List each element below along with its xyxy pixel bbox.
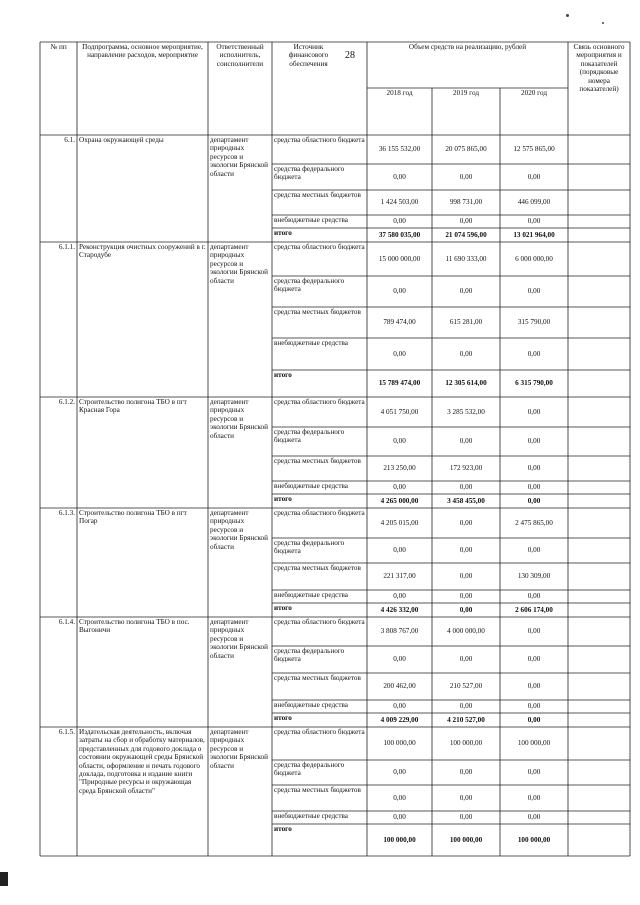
- group-responsible: департамент природных ресурсов и экологии Брянской области: [210, 618, 268, 660]
- source-label: внебюджетные средства: [274, 591, 348, 599]
- source-label: средства местных бюджетов: [274, 786, 361, 794]
- total-value: 0,00: [459, 605, 473, 614]
- group-number: 6.1.2.: [58, 398, 75, 406]
- amount-value: 0,00: [527, 813, 541, 822]
- group-number: 6.1.3.: [58, 509, 75, 517]
- amount-value: 210 527,00: [449, 682, 483, 691]
- header-responsible: Ответственный исполнитель, соисполнители: [216, 43, 264, 68]
- amount-value: 0,00: [393, 172, 406, 181]
- total-value: 21 074 596,00: [445, 230, 487, 239]
- amount-value: 0,00: [459, 518, 473, 527]
- amount-value: 0,00: [393, 217, 406, 226]
- amount-value: 3 808 767,00: [380, 627, 419, 636]
- total-value: 3 458 455,00: [447, 496, 485, 505]
- source-label: средства местных бюджетов: [274, 564, 361, 572]
- amount-value: 0,00: [459, 546, 473, 555]
- header-volume: Объем средств на реализацию, рублей: [408, 43, 527, 51]
- source-label: итого: [274, 714, 292, 722]
- scan-smudge: [602, 22, 604, 24]
- amount-value: 0,00: [527, 627, 541, 636]
- amount-value: 0,00: [459, 702, 473, 711]
- group-number: 6.1.5.: [58, 728, 75, 736]
- amount-value: 36 155 532,00: [378, 145, 421, 154]
- amount-value: 0,00: [393, 655, 406, 664]
- group-number: 6.1.1.: [58, 243, 75, 251]
- total-value: 100 000,00: [449, 835, 483, 844]
- amount-value: 0,00: [459, 349, 473, 358]
- amount-value: 0,00: [527, 702, 541, 711]
- amount-value: 100 000,00: [383, 739, 416, 748]
- total-value: 15 789 474,00: [378, 379, 421, 388]
- source-label: средства федерального бюджета: [274, 539, 345, 556]
- amount-value: 0,00: [393, 768, 406, 777]
- amount-value: 0,00: [393, 702, 406, 711]
- scan-blot: [0, 872, 8, 886]
- amount-value: 130 309,00: [517, 572, 551, 581]
- amount-value: 0,00: [459, 813, 473, 822]
- total-value: 0,00: [527, 496, 541, 505]
- source-label: средства федерального бюджета: [274, 277, 345, 294]
- source-label: средства областного бюджета: [274, 618, 365, 626]
- total-value: 6 315 790,00: [515, 379, 553, 388]
- source-label: внебюджетные средства: [274, 812, 348, 820]
- group-number: 6.1.: [64, 136, 75, 144]
- total-value: 12 305 614,00: [445, 379, 487, 388]
- amount-value: 0,00: [527, 464, 541, 473]
- source-label: внебюджетные средства: [274, 216, 348, 224]
- amount-value: 3 285 532,00: [447, 407, 485, 416]
- amount-value: 2 475 865,00: [515, 518, 553, 527]
- amount-value: 15 000 000,00: [378, 254, 421, 263]
- source-label: итого: [274, 229, 292, 237]
- source-label: средства местных бюджетов: [274, 191, 361, 199]
- group-name: Реконструкция очистных сооружений в г. Стародубе: [79, 243, 206, 260]
- source-label: средства областного бюджета: [274, 728, 365, 736]
- header-program: Подпрограмма, основное мероприятие, направление расходов, мероприятие: [82, 43, 203, 60]
- total-value: 13 021 964,00: [513, 230, 555, 239]
- total-value: 37 580 035,00: [378, 230, 421, 239]
- amount-value: 0,00: [459, 768, 473, 777]
- amount-value: 0,00: [459, 793, 473, 802]
- source-label: средства областного бюджета: [274, 136, 365, 144]
- source-label: внебюджетные средства: [274, 701, 348, 709]
- amount-value: 0,00: [527, 349, 541, 358]
- amount-value: 0,00: [459, 172, 473, 181]
- source-label: средства местных бюджетов: [274, 308, 361, 316]
- amount-value: 0,00: [393, 546, 406, 555]
- amount-value: 0,00: [393, 813, 406, 822]
- amount-value: 4 051 750,00: [380, 407, 419, 416]
- total-value: 100 000,00: [383, 835, 416, 844]
- amount-value: 0,00: [527, 483, 541, 492]
- source-label: итого: [274, 604, 292, 612]
- group-name: Охрана окружающей среды: [79, 136, 164, 144]
- amount-value: 0,00: [459, 437, 473, 446]
- source-label: средства областного бюджета: [274, 398, 365, 406]
- header-year: 2018 год: [386, 89, 413, 97]
- header-source: Источник финансового обеспечения: [288, 43, 329, 68]
- amount-value: 6 000 000,00: [515, 254, 553, 263]
- total-value: 100 000,00: [517, 835, 551, 844]
- amount-value: 0,00: [393, 437, 406, 446]
- amount-value: 0,00: [527, 217, 541, 226]
- group-responsible: департамент природных ресурсов и экологии Брянской области: [210, 398, 268, 440]
- amount-value: 0,00: [459, 483, 473, 492]
- amount-value: 0,00: [459, 592, 473, 601]
- total-value: 4 009 229,00: [380, 715, 419, 724]
- amount-value: 446 099,00: [517, 198, 551, 207]
- amount-value: 213 250,00: [383, 464, 416, 473]
- amount-value: 4 000 000,00: [447, 627, 485, 636]
- amount-value: 0,00: [393, 793, 406, 802]
- amount-value: 221 317,00: [383, 572, 416, 581]
- total-value: 4 426 332,00: [380, 605, 419, 614]
- source-label: средства областного бюджета: [274, 243, 365, 251]
- source-label: средства областного бюджета: [274, 509, 365, 517]
- amount-value: 100 000,00: [517, 739, 551, 748]
- header-year: 2019 год: [453, 89, 479, 97]
- amount-value: 0,00: [527, 768, 541, 777]
- group-responsible: департамент природных ресурсов и экологии Брянской области: [210, 136, 268, 178]
- amount-value: 0,00: [527, 592, 541, 601]
- amount-value: 1 424 503,00: [380, 198, 419, 207]
- amount-value: 0,00: [393, 592, 406, 601]
- amount-value: 20 075 865,00: [445, 145, 487, 154]
- source-label: средства местных бюджетов: [274, 457, 361, 465]
- amount-value: 0,00: [527, 407, 541, 416]
- page-number: 28: [345, 50, 355, 61]
- amount-value: 0,00: [527, 682, 541, 691]
- total-value: 4 210 527,00: [447, 715, 485, 724]
- group-responsible: департамент природных ресурсов и экологии Брянской области: [210, 243, 268, 285]
- source-label: внебюджетные средства: [274, 482, 348, 490]
- amount-value: 100 000,00: [449, 739, 483, 748]
- group-name: Строительство полигона ТБО в пос. Выгоничи: [79, 618, 190, 635]
- amount-value: 789 474,00: [383, 318, 416, 327]
- source-label: средства федерального бюджета: [274, 165, 345, 182]
- amount-value: 12 575 865,00: [513, 145, 555, 154]
- source-label: итого: [274, 495, 292, 503]
- source-label: средства федерального бюджета: [274, 761, 345, 778]
- amount-value: 0,00: [459, 655, 473, 664]
- source-label: средства федерального бюджета: [274, 647, 345, 664]
- group-number: 6.1.4.: [58, 618, 75, 626]
- source-label: средства местных бюджетов: [274, 674, 361, 682]
- group-name: Строительство полигона ТБО в пгт Погар: [79, 509, 187, 526]
- amount-value: 0,00: [527, 172, 541, 181]
- source-label: внебюджетные средства: [274, 339, 348, 347]
- amount-value: 0,00: [527, 287, 541, 296]
- amount-value: 615 281,00: [449, 318, 483, 327]
- amount-value: 172 923,00: [449, 464, 483, 473]
- amount-value: 315 790,00: [517, 318, 551, 327]
- header-link: Связь основного мероприятия и показателей (порядковые номера показателей): [573, 43, 625, 94]
- amount-value: 0,00: [459, 217, 473, 226]
- source-label: итого: [274, 371, 292, 379]
- amount-value: 0,00: [393, 287, 406, 296]
- amount-value: 0,00: [527, 437, 541, 446]
- total-value: 0,00: [527, 715, 541, 724]
- group-name: Издательская деятельность, включая затраты на сбор и обработку материалов, представленных для годового доклада о состоянии окружающей среды Брянской области, оформление и печать годового доклада, подготовка и издание книги "Природные ресурсы и окружающая среда Брянской области": [79, 728, 205, 795]
- amount-value: 998 731,00: [449, 198, 483, 207]
- amount-value: 4 205 015,00: [380, 518, 419, 527]
- amount-value: 0,00: [393, 483, 406, 492]
- header-num: № пп: [50, 43, 67, 51]
- source-label: средства федерального бюджета: [274, 428, 345, 445]
- group-name: Строительство полигона ТБО в пгт Красная Гора: [79, 398, 187, 415]
- amount-value: 0,00: [527, 793, 541, 802]
- amount-value: 11 690 333,00: [445, 254, 487, 263]
- source-label: итого: [274, 825, 292, 833]
- amount-value: 0,00: [459, 287, 473, 296]
- total-value: 2 606 174,00: [515, 605, 553, 614]
- group-responsible: департамент природных ресурсов и экологии Брянской области: [210, 728, 268, 770]
- total-value: 4 265 000,00: [380, 496, 419, 505]
- header-year: 2020 год: [521, 89, 547, 97]
- group-responsible: департамент природных ресурсов и экологии Брянской области: [210, 509, 268, 551]
- amount-value: 0,00: [459, 572, 473, 581]
- amount-value: 200 462,00: [383, 682, 416, 691]
- amount-value: 0,00: [527, 546, 541, 555]
- amount-value: 0,00: [393, 349, 406, 358]
- scan-smudge: [566, 14, 569, 17]
- amount-value: 0,00: [527, 655, 541, 664]
